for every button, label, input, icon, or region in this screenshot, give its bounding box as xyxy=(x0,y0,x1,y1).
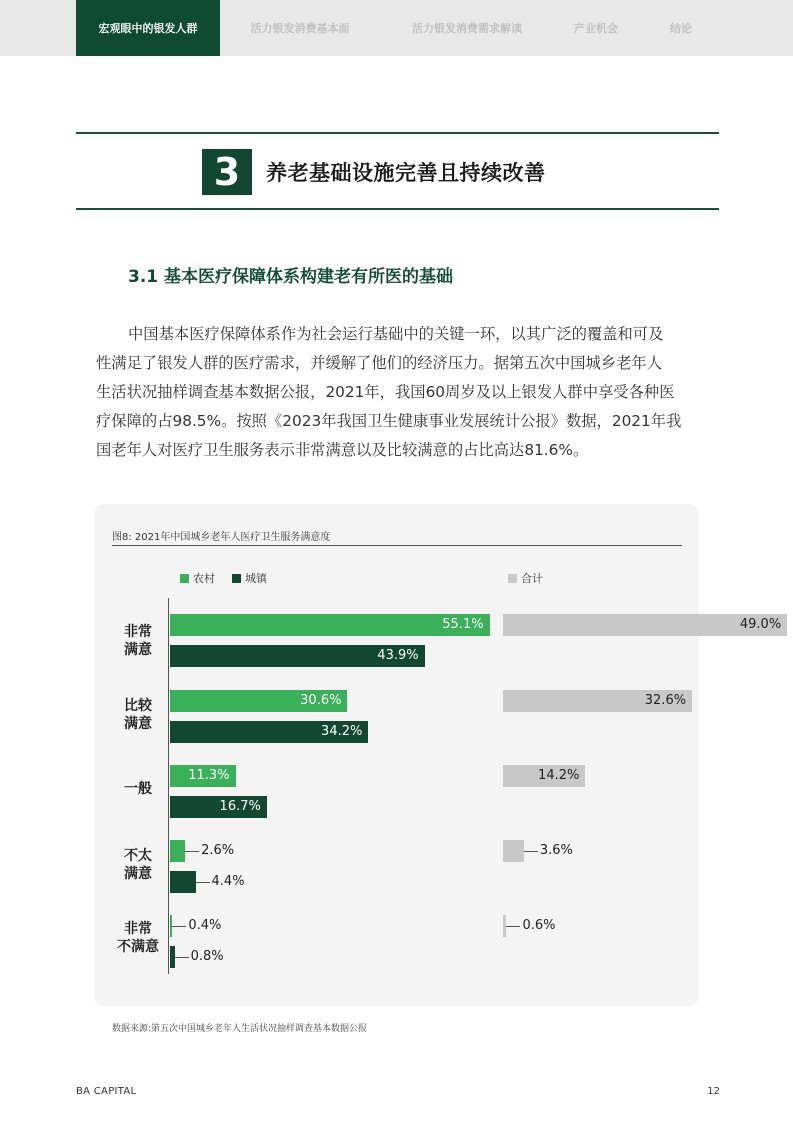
chart-title: 图8: 2021年中国城乡老年人医疗卫生服务满意度 xyxy=(112,532,331,543)
legend-total xyxy=(508,570,543,586)
category-label: 比较 满意 xyxy=(124,698,152,732)
paragraph-line: 生活状况抽样调查基本数据公报，2021年，我国60周岁及以上银发人群中享受各种医 xyxy=(96,383,675,401)
rural-value-label: 30.6% xyxy=(300,693,342,708)
chart-y-axis xyxy=(168,598,169,974)
body-paragraph xyxy=(96,320,704,465)
total-leader-line xyxy=(506,926,520,927)
legend-rural xyxy=(180,570,215,586)
tab-conclusion[interactable]: 结论 xyxy=(670,22,692,35)
footer-brand: BA CAPITAL xyxy=(76,1086,137,1097)
rural-leader-line xyxy=(185,851,199,852)
total-leader-line xyxy=(524,851,538,852)
total-value-label: 0.6% xyxy=(522,918,556,933)
rural-leader-line xyxy=(172,926,186,927)
chart-title-rule xyxy=(112,545,682,546)
rural-value-label: 11.3% xyxy=(188,768,230,783)
total-value-label: 14.2% xyxy=(538,768,580,783)
subsection-title: 3.1 基本医疗保障体系构建老有所医的基础 xyxy=(128,267,454,287)
paragraph-line: 性满足了银发人群的医疗需求，并缓解了他们的经济压力。据第五次中国城乡老年人 xyxy=(96,354,662,372)
total-value-label: 3.6% xyxy=(539,843,573,858)
total-value-label: 49.0% xyxy=(739,617,782,632)
rural-value-label: 55.1% xyxy=(442,617,484,632)
section-top-rule xyxy=(76,132,719,134)
paragraph-line: 疗保障的占98.5%。按照《2023年我国卫生健康事业发展统计公报》数据，2021年我 xyxy=(96,412,682,430)
urban-value-label: 0.8% xyxy=(190,949,224,964)
paragraph-line: 国老年人对医疗卫生服务表示非常满意以及比较满意的占比高达81.6%。 xyxy=(96,441,589,459)
section-bottom-rule xyxy=(76,208,719,210)
category-label: 不太 满意 xyxy=(124,848,152,882)
legend-urban-label: 城镇 xyxy=(245,572,267,585)
legend-total-label: 合计 xyxy=(521,572,543,585)
tab-macro-silver-group[interactable]: 宏观眼中的银发人群 xyxy=(76,0,220,56)
category-label: 非常 不满意 xyxy=(117,921,159,955)
section-title: 养老基础设施完善且持续改善 xyxy=(266,161,546,185)
tab-silver-consumption-demand[interactable]: 活力银发消费需求解读 xyxy=(412,22,522,35)
legend-urban xyxy=(232,570,267,586)
rural-value-label: 2.6% xyxy=(201,843,235,858)
top-navigation xyxy=(0,0,793,56)
urban-value-label: 16.7% xyxy=(219,799,261,814)
category-label: 非常 满意 xyxy=(124,624,152,658)
legend-rural-swatch xyxy=(180,574,189,583)
urban-value-label: 34.2% xyxy=(321,724,363,739)
rural-value-label: 0.4% xyxy=(188,918,222,933)
tab-silver-consumption-basics[interactable]: 活力银发消费基本面 xyxy=(250,22,350,35)
page-number: 12 xyxy=(707,1086,720,1097)
paragraph-line: 中国基本医疗保障体系作为社会运行基础中的关键一环，以其广泛的覆盖和可及 xyxy=(128,325,664,343)
legend-total-swatch xyxy=(508,574,517,583)
total-bar xyxy=(503,840,524,862)
section-number: 3 xyxy=(202,149,252,195)
category-label: 一般 xyxy=(124,781,152,797)
rural-bar xyxy=(170,840,185,862)
urban-value-label: 43.9% xyxy=(377,648,419,663)
legend-rural-label: 农村 xyxy=(193,572,215,585)
urban-value-label: 4.4% xyxy=(211,874,245,889)
urban-leader-line xyxy=(175,957,189,958)
urban-bar xyxy=(170,871,196,893)
data-source: 数据来源:第五次中国城乡老年人生活状况抽样调查基本数据公报 xyxy=(112,1024,368,1034)
urban-leader-line xyxy=(196,882,210,883)
legend-urban-swatch xyxy=(232,574,241,583)
total-value-label: 32.6% xyxy=(644,693,687,708)
tab-industry-opportunity[interactable]: 产业机会 xyxy=(574,22,618,35)
